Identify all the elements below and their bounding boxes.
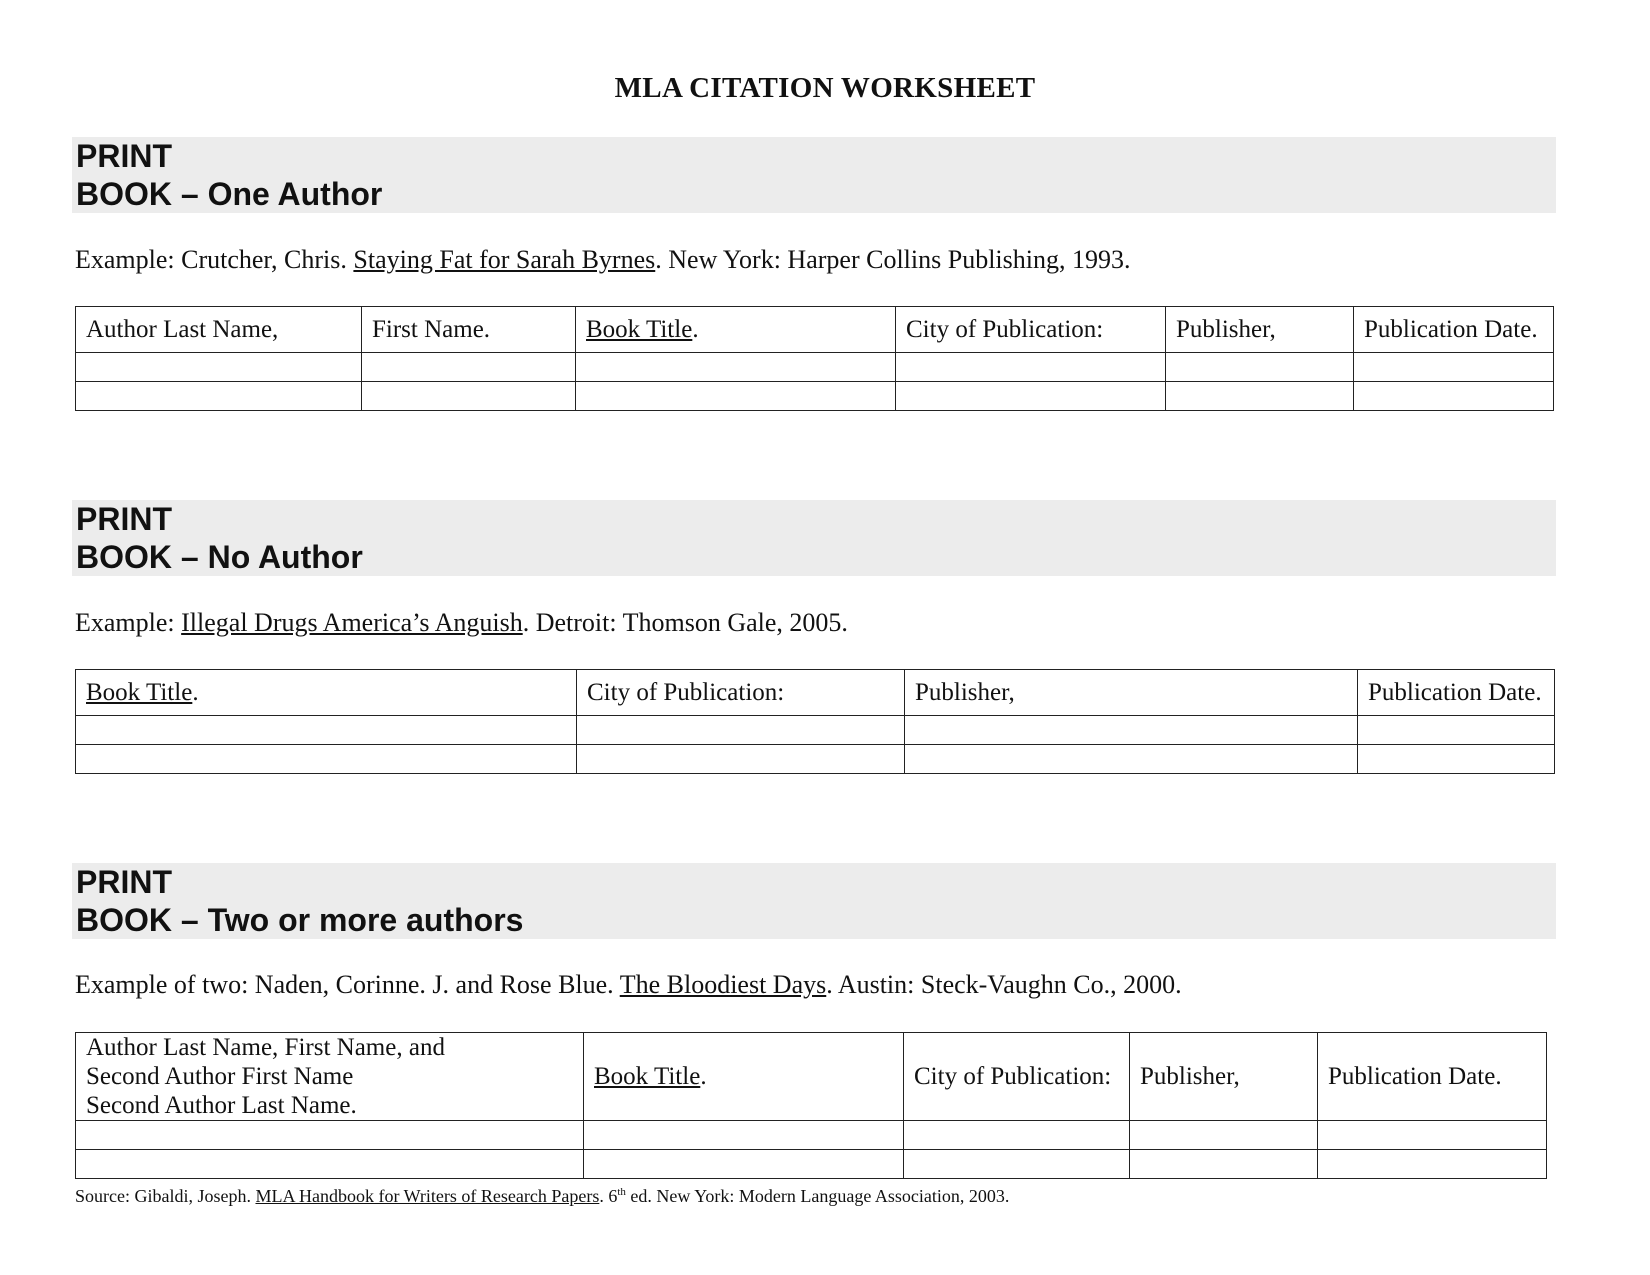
- entry-cell[interactable]: [904, 1150, 1130, 1179]
- source-suffix: ed. New York: Modern Language Association, 2003.: [625, 1186, 1010, 1206]
- header-publisher: Publisher,: [1166, 307, 1354, 353]
- section-label-line2: BOOK – One Author: [76, 176, 383, 212]
- header-book-title: [584, 1033, 904, 1121]
- entry-cell[interactable]: [1358, 716, 1555, 745]
- worksheet-table-one-author: [75, 306, 1554, 411]
- entry-cell[interactable]: [584, 1121, 904, 1150]
- header-city: City of Publication:: [577, 670, 905, 716]
- page-title: MLA CITATION WORKSHEET: [614, 72, 1036, 104]
- example-suffix: . Austin: Steck-Vaughn Co., 2000.: [826, 970, 1182, 999]
- entry-cell[interactable]: [1358, 745, 1555, 774]
- entry-cell[interactable]: [577, 745, 905, 774]
- entry-cell[interactable]: [905, 745, 1358, 774]
- source-after-book: . 6: [599, 1186, 618, 1206]
- entry-cell[interactable]: [1318, 1150, 1547, 1179]
- example-prefix: Example: Crutcher, Chris.: [75, 245, 354, 274]
- entry-cell[interactable]: [76, 382, 362, 411]
- entry-cell[interactable]: [576, 353, 896, 382]
- header-publisher: Publisher,: [905, 670, 1358, 716]
- worksheet-table-no-author: [75, 669, 1555, 774]
- entry-cell[interactable]: [76, 1150, 584, 1179]
- header-publisher: Publisher,: [1130, 1033, 1318, 1121]
- header-first-name: First Name.: [362, 307, 576, 353]
- table-header-row: [76, 670, 1555, 716]
- header-authors-line3: Second Author Last Name.: [86, 1092, 357, 1119]
- entry-cell[interactable]: [76, 745, 577, 774]
- header-authors: [76, 1033, 584, 1121]
- header-book-title-text: Book Title: [594, 1062, 701, 1090]
- header-publication-date: Publication Date.: [1354, 307, 1554, 353]
- example-prefix: Example of two: Naden, Corinne. J. and Rose Blue.: [75, 970, 620, 999]
- table-row: [76, 1121, 1547, 1150]
- table-row: [76, 1150, 1547, 1179]
- header-book-title-text: Book Title: [586, 315, 693, 343]
- header-book-title-period: .: [692, 315, 699, 343]
- header-city: City of Publication:: [904, 1033, 1130, 1121]
- header-book-title: [576, 307, 896, 353]
- header-book-title: [76, 670, 577, 716]
- entry-cell[interactable]: [76, 353, 362, 382]
- example-prefix: Example:: [75, 608, 182, 637]
- example-citation-two-authors: [75, 970, 1182, 1000]
- entry-cell[interactable]: [1318, 1121, 1547, 1150]
- table-header-row: [76, 307, 1554, 353]
- entry-cell[interactable]: [1130, 1150, 1318, 1179]
- section-label-line2: BOOK – No Author: [76, 539, 363, 575]
- section-label-line1: PRINT: [76, 138, 172, 174]
- entry-cell[interactable]: [1354, 382, 1554, 411]
- section-label-line2: BOOK – Two or more authors: [76, 902, 524, 938]
- header-authors-line1: Author Last Name, First Name, and: [86, 1034, 445, 1061]
- table-row: [76, 745, 1555, 774]
- source-edition-sup: th: [617, 1186, 626, 1198]
- table-row: [76, 382, 1554, 411]
- example-book-title: Staying Fat for Sarah Byrnes: [353, 245, 656, 274]
- header-book-title-period: .: [700, 1062, 707, 1090]
- section-header-one-author: [72, 137, 1556, 213]
- header-publication-date: Publication Date.: [1358, 670, 1555, 716]
- entry-cell[interactable]: [896, 382, 1166, 411]
- worksheet-table-two-authors: [75, 1032, 1547, 1179]
- example-suffix: . New York: Harper Collins Publishing, 1993.: [655, 245, 1131, 274]
- example-citation-one-author: [75, 245, 1131, 275]
- section-header-two-or-more-authors: [72, 863, 1556, 939]
- entry-cell[interactable]: [576, 382, 896, 411]
- entry-cell[interactable]: [1354, 353, 1554, 382]
- source-prefix: Source: Gibaldi, Joseph.: [75, 1186, 256, 1206]
- entry-cell[interactable]: [1130, 1121, 1318, 1150]
- entry-cell[interactable]: [896, 353, 1166, 382]
- example-book-title: The Bloodiest Days: [619, 970, 827, 999]
- example-book-title: Illegal Drugs America’s Anguish: [181, 608, 523, 637]
- source-book-title: MLA Handbook for Writers of Research Papers: [255, 1186, 600, 1206]
- entry-cell[interactable]: [362, 382, 576, 411]
- entry-cell[interactable]: [905, 716, 1358, 745]
- header-city: City of Publication:: [896, 307, 1166, 353]
- header-book-title-text: Book Title: [86, 678, 193, 706]
- header-book-title-period: .: [192, 678, 199, 706]
- entry-cell[interactable]: [577, 716, 905, 745]
- entry-cell[interactable]: [904, 1121, 1130, 1150]
- example-suffix: . Detroit: Thomson Gale, 2005.: [522, 608, 848, 637]
- section-header-no-author: [72, 500, 1556, 576]
- entry-cell[interactable]: [1166, 382, 1354, 411]
- example-citation-no-author: [75, 608, 848, 638]
- section-label-line1: PRINT: [76, 864, 172, 900]
- section-label-line1: PRINT: [76, 501, 172, 537]
- entry-cell[interactable]: [76, 716, 577, 745]
- entry-cell[interactable]: [584, 1150, 904, 1179]
- table-row: [76, 353, 1554, 382]
- header-author-last-name: Author Last Name,: [76, 307, 362, 353]
- header-publication-date: Publication Date.: [1318, 1033, 1547, 1121]
- entry-cell[interactable]: [76, 1121, 584, 1150]
- source-citation: [75, 1186, 1009, 1207]
- table-header-row: [76, 1033, 1547, 1121]
- table-row: [76, 716, 1555, 745]
- header-authors-line2: Second Author First Name: [86, 1063, 354, 1090]
- entry-cell[interactable]: [1166, 353, 1354, 382]
- entry-cell[interactable]: [362, 353, 576, 382]
